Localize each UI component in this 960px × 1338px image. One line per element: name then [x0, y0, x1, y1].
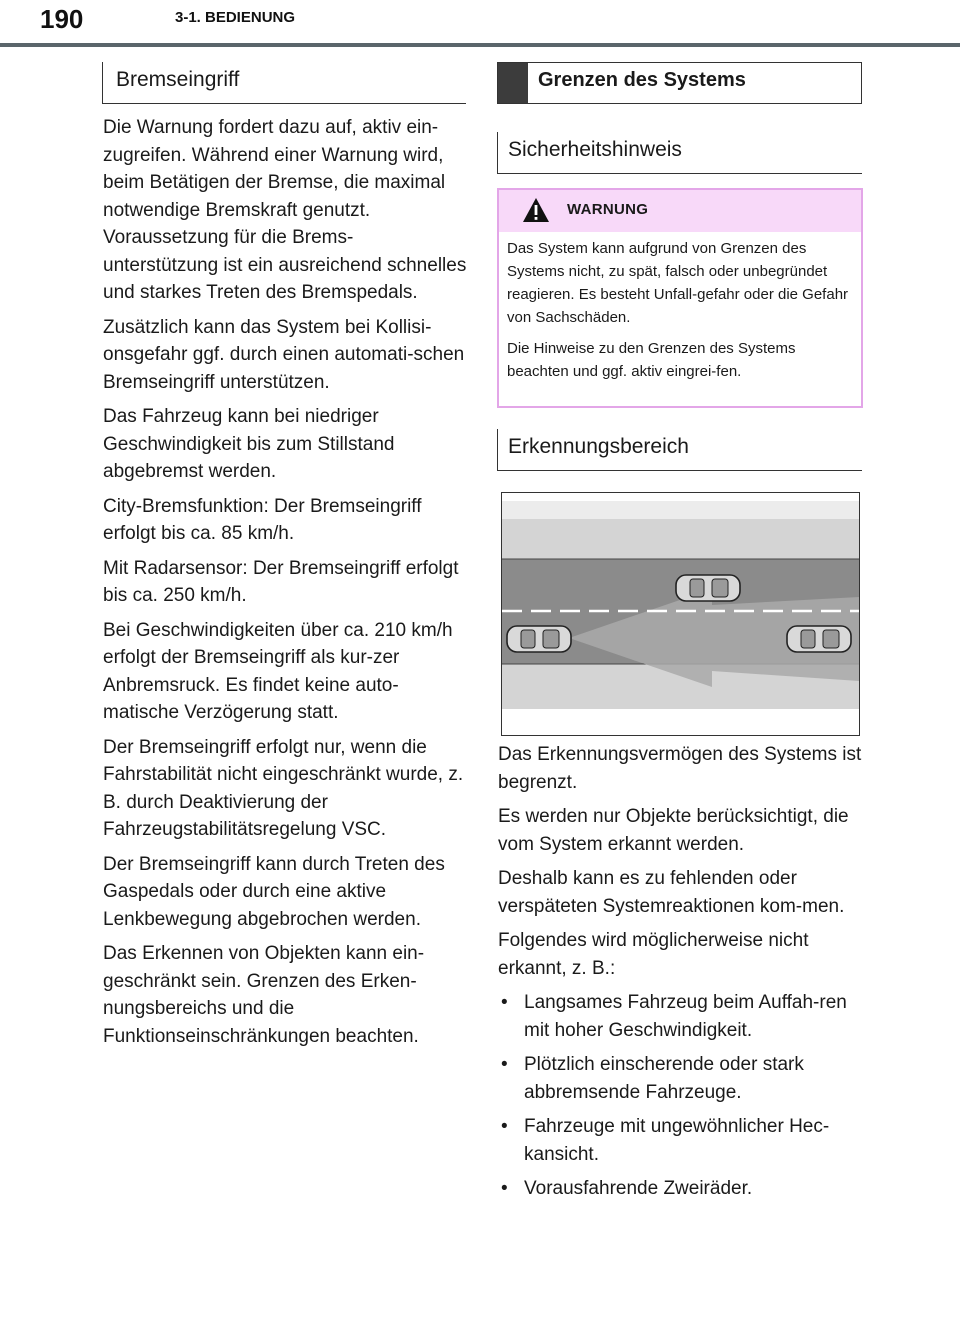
warning-text: Das System kann aufgrund von Grenzen des Systems nicht, zu spät, falsch oder unbegründet reagieren. Es besteht Unfall-gefahr oder die Gefahr von Sachschäden.: [507, 240, 849, 326]
chapter-title: 3-1. BEDIENUNG: [175, 9, 296, 26]
paragraph: Der Bremseingriff kann durch Treten des Gaspedals oder durch eine aktive Lenkbewegung abgebrochen werden.: [103, 853, 445, 930]
bullet-item: [498, 1175, 863, 1203]
car-far: [787, 626, 851, 652]
subheading-sicherheitshinweis: Sicherheitshinweis: [497, 132, 862, 174]
bullet-text: Fahrzeuge mit ungewöhnlicher Hec-kansicht.: [524, 1116, 830, 1165]
bullet-icon: •: [501, 992, 508, 1013]
paragraph: City-Bremsfunktion: Der Bremseingriff erfolgt bis ca. 85 km/h.: [103, 495, 422, 544]
road-illustration: [502, 493, 859, 735]
bullet-icon: •: [501, 1116, 508, 1137]
paragraph: Der Bremseingriff erfolgt nur, wenn die Fahrstabilität nicht eingeschränkt wurde, z. B. durch Deaktivierung der Fahrzeugstabilitätsregelung VSC.: [103, 736, 464, 840]
bullet-item: [498, 989, 863, 1044]
paragraph: Das Erkennen von Objekten kann ein-geschränkt sein. Grenzen des Erken-nungsbereichs und die Funktionseinschränkungen beachten.: [103, 943, 425, 1047]
header-rule: [0, 43, 960, 47]
bullet-icon: •: [501, 1178, 508, 1199]
bullet-item: [498, 1051, 863, 1106]
bullet-text: Langsames Fahrzeug beim Auffah-ren mit hoher Geschwindigkeit.: [524, 992, 847, 1041]
paragraph: Es werden nur Objekte berücksichtigt, die vom System erkannt werden.: [498, 806, 849, 855]
car-ahead: [676, 575, 740, 601]
warning-header: [499, 190, 861, 232]
warning-body: [499, 232, 861, 383]
bullet-item: [498, 1113, 863, 1168]
section-heading-text: Grenzen des Systems: [538, 69, 746, 91]
left-column: [103, 114, 468, 1057]
warning-text: Die Hinweise zu den Grenzen des Systems beachten und ggf. aktiv eingrei-fen.: [507, 340, 796, 380]
heading-marker: [498, 63, 528, 103]
paragraph: Zusätzlich kann das System bei Kollisi-onsgefahr ggf. durch einen automati-schen Bremseingriff unterstützen.: [103, 316, 465, 393]
paragraph: Mit Radarsensor: Der Bremseingriff erfolgt bis ca. 250 km/h.: [103, 557, 459, 606]
section-heading-bremseingriff: Bremseingriff: [102, 62, 466, 104]
bullet-text: Plötzlich einscherende oder stark abbremsende Fahrzeuge.: [524, 1054, 804, 1103]
subheading-erkennungsbereich: Erkennungsbereich: [497, 429, 862, 471]
paragraph: Das Fahrzeug kann bei niedriger Geschwindigkeit bis zum Stillstand abgebremst werden.: [103, 406, 395, 482]
page-number: 190: [40, 4, 84, 34]
bullet-icon: •: [501, 1054, 508, 1075]
paragraph: Folgendes wird möglicherweise nicht erkannt, z. B.:: [498, 930, 809, 979]
right-column: [498, 741, 863, 1210]
detection-range-diagram: [501, 492, 860, 736]
warning-box: [497, 188, 863, 408]
paragraph: Die Warnung fordert dazu auf, aktiv ein-zugreifen. Während einer Warnung wird, beim Betätigen der Bremse, die maximal notwendige Bremskraft genutzt. Voraussetzung für die Brems-unterstützung ist ein ausreichend schnelles und starkes Treten des Bremspedals.: [103, 117, 467, 303]
warning-title: WARNUNG: [567, 201, 649, 218]
paragraph: Bei Geschwindigkeiten über ca. 210 km/h erfolgt der Bremseingriff als kur-zer Anbremsruck. Es findet keine auto-matische Verzögerung statt.: [103, 619, 453, 723]
car-ego: [507, 626, 571, 652]
bullet-text: Vorausfahrende Zweiräder.: [524, 1178, 753, 1199]
paragraph: Deshalb kann es zu fehlenden oder verspäteten Systemreaktionen kom-men.: [498, 868, 845, 917]
section-heading-grenzen: [497, 62, 862, 104]
paragraph: Das Erkennungsvermögen des Systems ist begrenzt.: [498, 744, 862, 793]
warning-triangle-icon: [521, 196, 551, 224]
